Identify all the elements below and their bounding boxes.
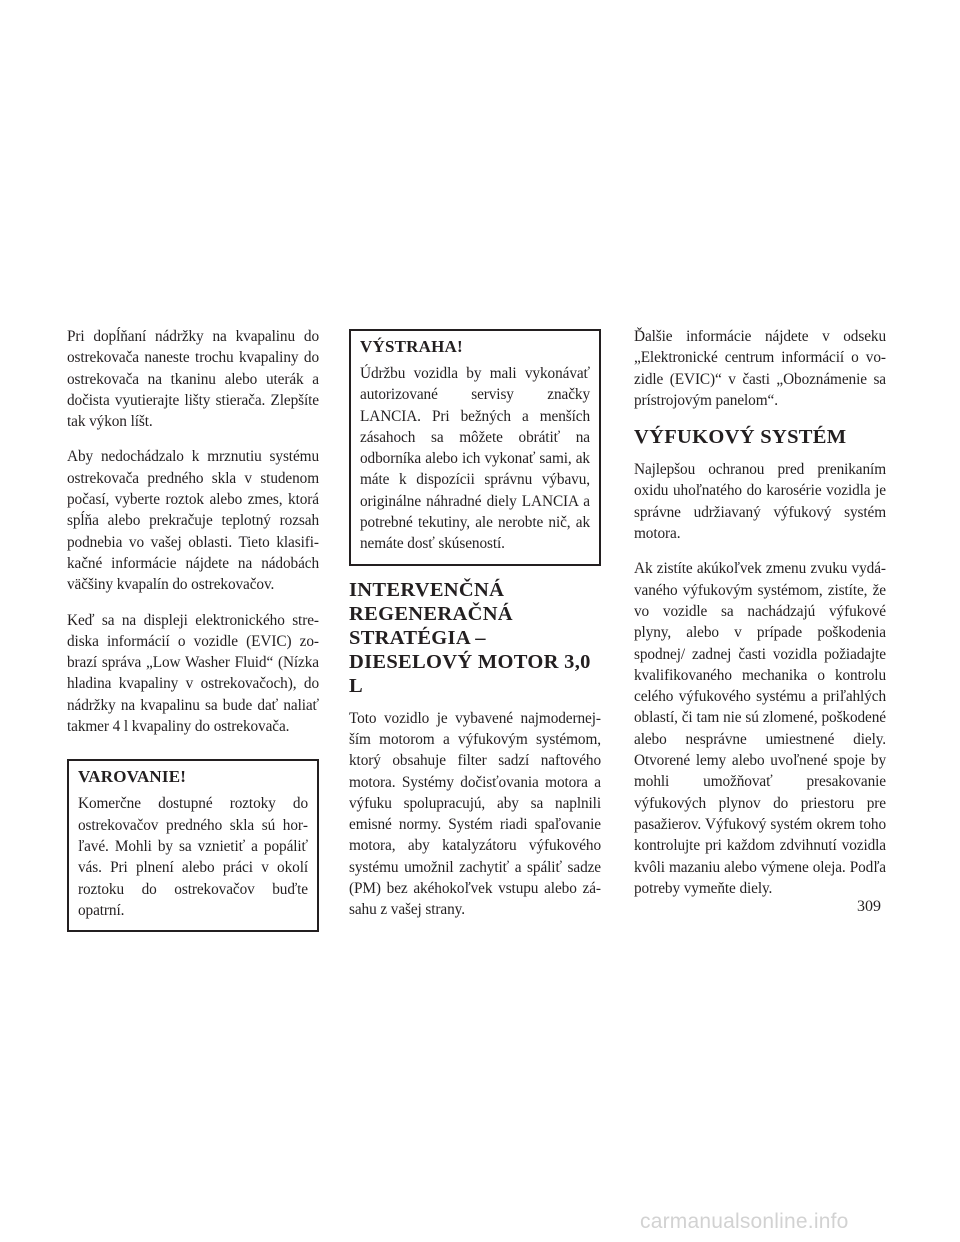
paragraph-washer-refill: Pri dopĺňaní nádržky na kvapalinu do ostrekovača naneste trochu kvapaliny do ostrekovača na tkaninu alebo uterák a dočista vyutierajte lišty stierača. Zlepšíte tak výkon líšt. <box>67 328 319 431</box>
right-column <box>634 326 886 913</box>
warning-title: VÝSTRAHA! <box>360 337 463 356</box>
section-heading-exhaust: VÝFUKOVÝ SYSTÉM <box>634 426 847 449</box>
paragraph-exhaust-inspection: Ak zistíte akúkoľvek zmenu zvuku vydávaného výfukovým systémom, zistíte, že vo vozidle sa nachádzajú výfukové plyny, alebo v prípade poškodenia spodnej/ zadnej časti vozidla požiadajte kvalifikovaného mechanika o kontrolu celého výfukového systému a priľahlých oblastí, či tam nie sú zlomené, poškodené alebo nesprávne umiestnené diely. Otvorené lemy alebo uvoľnené spoje by mohli umožňovať presakovanie výfukových plynov do priestoru pre pasažierov. Výfukový systém okrem toho kontrolujte pri každom zdvihnutí vozidla kvôli mazaniu alebo výmene oleja. Podľa potreby vymeňte diely. <box>634 560 886 897</box>
left-column <box>67 326 319 932</box>
warning-box-flammable <box>67 759 319 932</box>
paragraph-freeze-protection: Aby nedochádzalo k mrznutiu systému ostrekovača predného skla v studenom počasí, vyberte roztok alebo zmes, ktorá spĺňa alebo prekračuje teplotný rozsah podnebia vo vašej oblasti. Tieto klasifikačné informácie nájdete na nádobách väčšiny kvapalín do ostrekovačov. <box>67 448 319 594</box>
page-number: 309 <box>857 898 881 915</box>
paragraph-low-washer-fluid: Keď sa na displeji elektronického strediska informácií o vozidle (EVIC) zobrazí správa „Low Washer Fluid“ (Nízka hladina kvapaliny v ostrekovačoch), do nádržky na kvapalinu sa bude dať naliať takmer 4 l kvapaliny do ostrekovača. <box>67 611 319 736</box>
paragraph-exhaust-protection: Najlepšou ochranou pred prenikaním oxidu uhoľnatého do karosérie vozidla je správne udržiavaný výfukový systém motora. <box>634 461 886 543</box>
watermark: carmanualsonline.info <box>640 1210 849 1233</box>
paragraph-evic-reference: Ďalšie informácie nájdete v odseku „Elektronické centrum informácií o vozidle (EVIC)“ v časti „Oboznámenie sa prístrojovým panelom“. <box>634 328 886 409</box>
warning-text: Údržbu vozidla by mali vykonávať autorizované servisy značky LANCIA. Pri bežných a menších zásahoch sa môžete obrátiť na odborníka alebo ich vykonať sami, ak máte k dispozícii správnu výbavu, originálne náhradné diely LANCIA a potrebné tekutiny, ale nerobte nič, ak nemáte dosť skúseností. <box>360 365 590 553</box>
paragraph-regeneration: Toto vozidlo je vybavené najmodernejším motorom a výfukovým systémom, ktorý obsahuje filter sadzí naftového motora. Systémy dočisťovania motora a výfuku spolupracujú, aby sa naplnili emisné normy. Systém riadi spaľovanie motora, aby katalyzátoru výfukového systému umožnil zachytiť a spáliť sadze (PM) bez akéhokoľvek vstupu alebo zásahu z vašej strany. <box>349 709 601 919</box>
middle-column <box>349 326 601 935</box>
section-heading-regeneration: INTERVENČNÁ REGENERAČNÁ STRATÉGIA – DIESELOVÝ MOTOR 3,0 L <box>349 578 591 697</box>
warning-title: VAROVANIE! <box>78 767 187 787</box>
warning-box-service <box>349 329 601 566</box>
warning-text: Komerčne dostupné roztoky do ostrekovačov predného skla sú horľavé. Mohli by sa vznietiť a popáliť vás. Pri plnení alebo práci v okolí roztoku do ostrekovačov buďte opatrní. <box>78 795 308 919</box>
